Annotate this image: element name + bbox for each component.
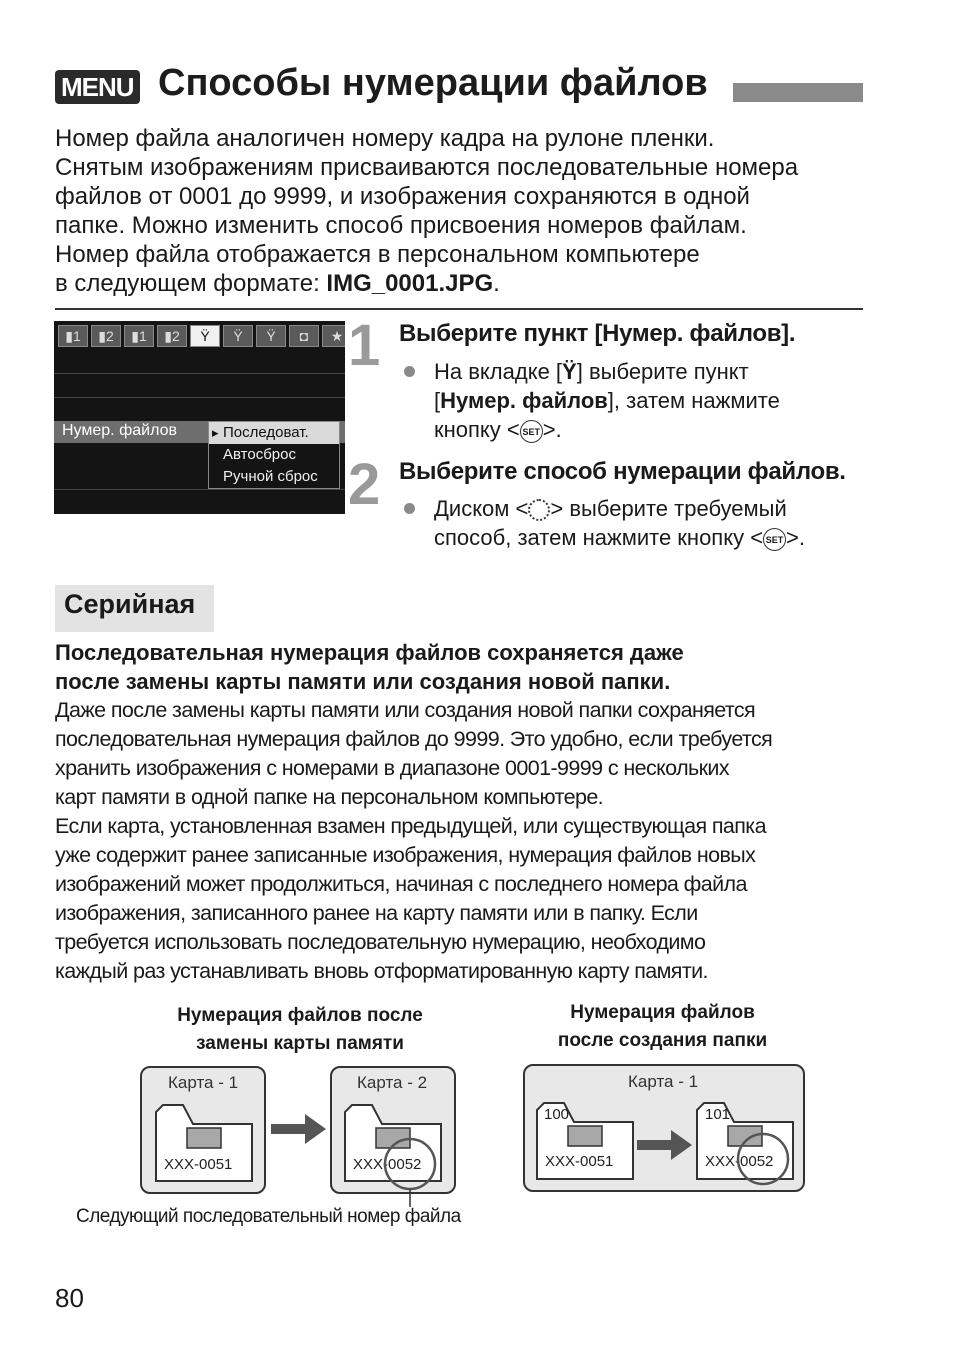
page-title: Способы нумерации файлов <box>158 62 708 104</box>
section-body <box>55 696 875 986</box>
diagram-left-title <box>140 1002 460 1058</box>
diagram-title-line: замены карты памяти <box>196 1033 404 1054</box>
diagram-title-line: Нумерация файлов после <box>177 1005 423 1026</box>
lcd-tab-playback-2: ▮2 <box>157 325 187 347</box>
lcd-option-auto-reset: Автосброс <box>223 446 296 463</box>
section-title: Серийная <box>64 589 196 619</box>
menu-item-name: Нумер. файлов <box>440 388 608 413</box>
body-line: Если карта, установленная взамен предыдущей, или существующая папка <box>55 814 766 838</box>
lcd-tab-playback-1: ▮1 <box>124 325 154 347</box>
text-fragment: Диском < <box>434 496 529 521</box>
intro-suffix: . <box>493 270 500 297</box>
step-line <box>434 523 805 552</box>
lcd-tab-setup-1: Ϋ <box>190 325 220 347</box>
folder-number: 101 <box>705 1106 731 1123</box>
diagram-right-title <box>520 999 805 1055</box>
body-line: последовательная нумерация файлов до 9999. Это удобно, если требуется <box>55 727 773 751</box>
body-line: требуется использовать последовательную нумерацию, необходимо <box>55 930 706 954</box>
lcd-tab-my-menu: ★ <box>322 325 345 347</box>
text-fragment: На вкладке [ <box>434 359 563 384</box>
setup-tab-icon: Ϋ <box>562 359 577 384</box>
quick-control-dial-icon <box>528 499 550 521</box>
folder-number: 100 <box>544 1106 570 1123</box>
lcd-tab-bar <box>58 325 345 347</box>
intro-prefix: в следующем формате: <box>55 270 327 297</box>
file-number: XXX-0051 <box>545 1153 614 1170</box>
file-number: XXX-0052 <box>353 1156 422 1173</box>
lcd-option-manual-reset: Ручной сброс <box>223 468 318 485</box>
page-number: 80 <box>55 1283 84 1313</box>
text-fragment: > выберите требуемый <box>550 496 787 521</box>
file-number: XXX-0051 <box>164 1156 233 1173</box>
text-fragment: кнопку < <box>434 417 520 442</box>
text-fragment: ], затем нажмите <box>607 388 780 413</box>
lead-line: после замены карты памяти или создания новой папки. <box>55 669 671 694</box>
format-example: IMG_0001.JPG <box>326 270 494 297</box>
text-fragment: способ, затем нажмите кнопку < <box>434 525 764 550</box>
set-button-icon: SET <box>520 420 543 443</box>
card-label: Карта - 2 <box>357 1073 428 1092</box>
intro-last-line <box>55 269 865 298</box>
diagram-title-line: Нумерация файлов <box>570 1002 755 1023</box>
body-line: изображения, записанного ранее на карту памяти или в папку. Если <box>55 901 698 925</box>
text-fragment: >. <box>786 525 806 550</box>
lcd-row-divider <box>54 489 345 490</box>
step-line <box>434 415 780 444</box>
intro-line: Снятым изображениям присваиваются последовательные номера <box>55 154 799 181</box>
divider <box>55 308 863 310</box>
highlight-circle-icon <box>382 1136 438 1208</box>
intro-line: папке. Можно изменить способ присвоения номеров файлам. <box>55 212 747 239</box>
lcd-tab-shooting-1: ▮1 <box>58 325 88 347</box>
lcd-row-divider <box>54 397 345 398</box>
set-button-icon: SET <box>763 528 786 551</box>
body-line: Даже после замены карты памяти или создания новой папки сохраняется <box>55 698 756 722</box>
lcd-tab-shooting-2: ▮2 <box>91 325 121 347</box>
step-instructions <box>434 494 805 552</box>
step-line: [Нумер. файлов], затем нажмите <box>434 388 780 413</box>
lcd-options-list <box>208 421 340 489</box>
step-number: 1 <box>348 313 381 378</box>
highlight-circle-icon <box>735 1131 791 1187</box>
bullet-icon <box>404 503 415 514</box>
title-decoration-bar <box>733 83 863 102</box>
body-line: уже содержит ранее записанные изображения, нумерация файлов новых <box>55 843 756 867</box>
bullet-icon <box>404 366 415 377</box>
step-title: Выберите способ нумерации файлов. <box>399 458 846 485</box>
menu-icon: MENU <box>55 70 140 104</box>
lcd-tab-setup-3: Ϋ <box>256 325 286 347</box>
body-line: изображений может продолжиться, начиная с последнего номера файла <box>55 872 747 896</box>
file-number: XXX-0052 <box>705 1153 774 1170</box>
intro-line: Номер файла отображается в персональном компьютере <box>55 241 700 268</box>
step-title: Выберите пункт [Нумер. файлов]. <box>399 320 796 347</box>
lcd-menu-item: Нумер. файлов <box>62 422 177 439</box>
body-line: карт памяти в одной папке на персональном компьютере. <box>55 785 604 809</box>
step-instructions <box>434 357 780 444</box>
lcd-option-continuous: ▸ Последоват. <box>209 422 339 444</box>
text-fragment: ] выберите пункт <box>576 359 749 384</box>
arrow-right-icon <box>270 1112 328 1146</box>
card-label: Карта - 1 <box>628 1072 699 1091</box>
arrow-right-icon <box>636 1128 694 1162</box>
camera-lcd-screen <box>54 321 345 514</box>
intro-line: файлов от 0001 до 9999, и изображения сохраняются в одной <box>55 183 750 210</box>
section-lead <box>55 638 865 696</box>
body-line: хранить изображения с номерами в диапазоне 0001-9999 с нескольких <box>55 756 729 780</box>
step-line <box>434 494 805 523</box>
diagram-title-line: после создания папки <box>557 1030 768 1051</box>
card-label: Карта - 1 <box>168 1073 239 1092</box>
lead-line: Последовательная нумерация файлов сохраняется даже <box>55 640 684 665</box>
lcd-tab-live-view: ◘ <box>289 325 319 347</box>
text-fragment: >. <box>542 417 562 442</box>
lcd-row-divider <box>54 373 345 374</box>
step-line <box>434 357 780 386</box>
body-line: каждый раз устанавливать вновь отформатированную карту памяти. <box>55 959 708 983</box>
diagram-caption: Следующий последовательный номер файла <box>76 1206 461 1227</box>
step-number: 2 <box>348 452 381 517</box>
intro-line: Номер файла аналогичен номеру кадра на рулоне пленки. <box>55 125 715 152</box>
lcd-tab-setup-2: Ϋ <box>223 325 253 347</box>
intro-paragraph <box>55 124 865 298</box>
